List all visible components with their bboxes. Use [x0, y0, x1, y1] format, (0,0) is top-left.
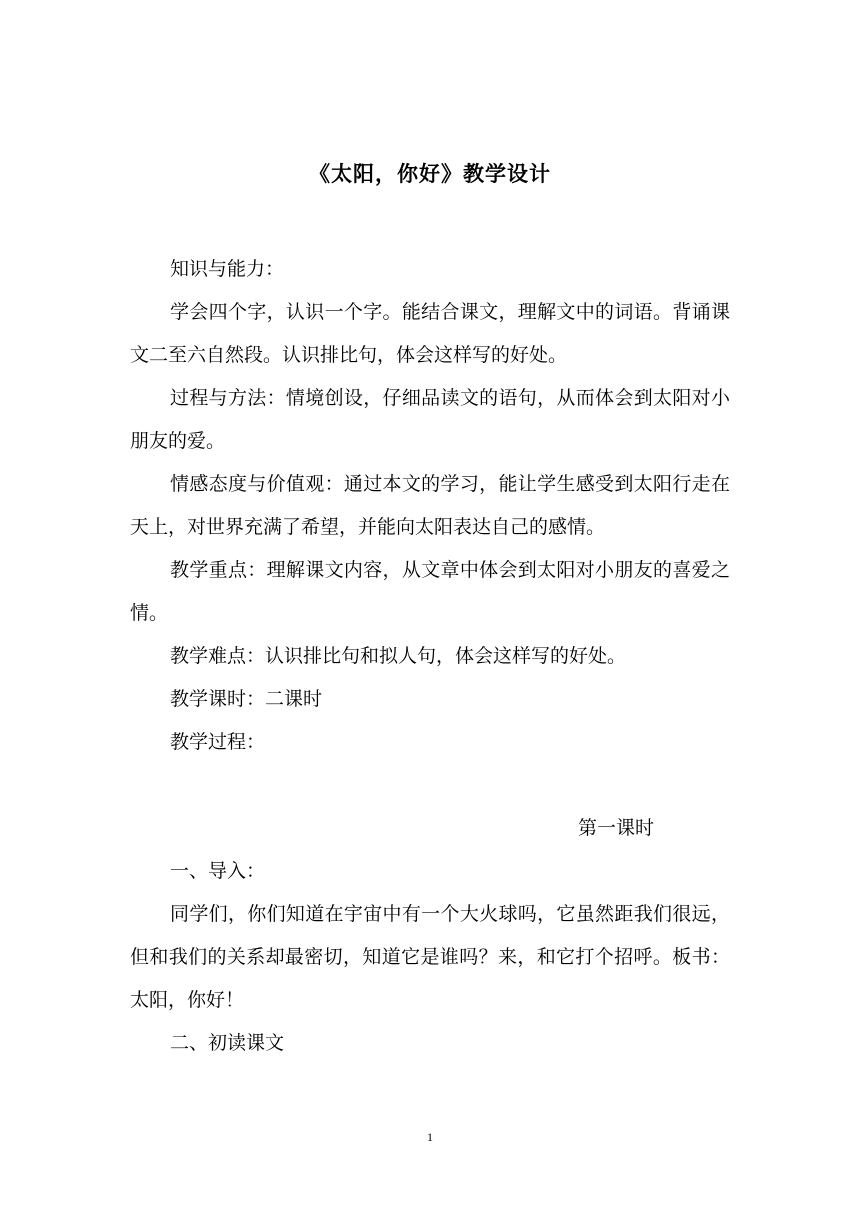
emotion-values-paragraph: 情感态度与价值观：通过本文的学习，能让学生感受到太阳行走在天上，对世界充满了希望，并能向太阳表达自己的感情。 [130, 473, 730, 538]
process-heading: 教学过程： [170, 731, 266, 753]
page-number: 1 [427, 1130, 433, 1144]
section-2-heading: 二、初读课文 [170, 1032, 285, 1054]
class-hours-paragraph: 教学课时：二课时 [170, 688, 323, 710]
knowledge-ability-paragraph: 学会四个字，认识一个字。能结合课文，理解文中的词语。背诵课文二至六自然段。认识排比句，体会这样写的好处。 [130, 301, 730, 366]
objectives-heading: 知识与能力： [170, 258, 285, 280]
document-title: 《太阳，你好》教学设计 [309, 161, 551, 186]
section-1-paragraph: 同学们，你们知道在宇宙中有一个大火球吗，它虽然距我们很远，但和我们的关系却最密切，知道它是谁吗？来，和它打个招呼。板书：太阳，你好！ [130, 903, 730, 1011]
process-method-paragraph: 过程与方法：情境创设，仔细品读文的语句，从而体会到太阳对小朋友的爱。 [130, 387, 730, 452]
spacer [130, 764, 730, 807]
difficult-point-paragraph: 教学难点：认识排比句和拟人句，体会这样写的好处。 [170, 645, 627, 667]
document-body [130, 248, 730, 1065]
lesson-heading: 第一课时 [577, 817, 654, 839]
section-1-heading: 一、导入： [170, 860, 266, 882]
key-point-paragraph: 教学重点：理解课文内容，从文章中体会到太阳对小朋友的喜爱之情。 [130, 559, 730, 624]
